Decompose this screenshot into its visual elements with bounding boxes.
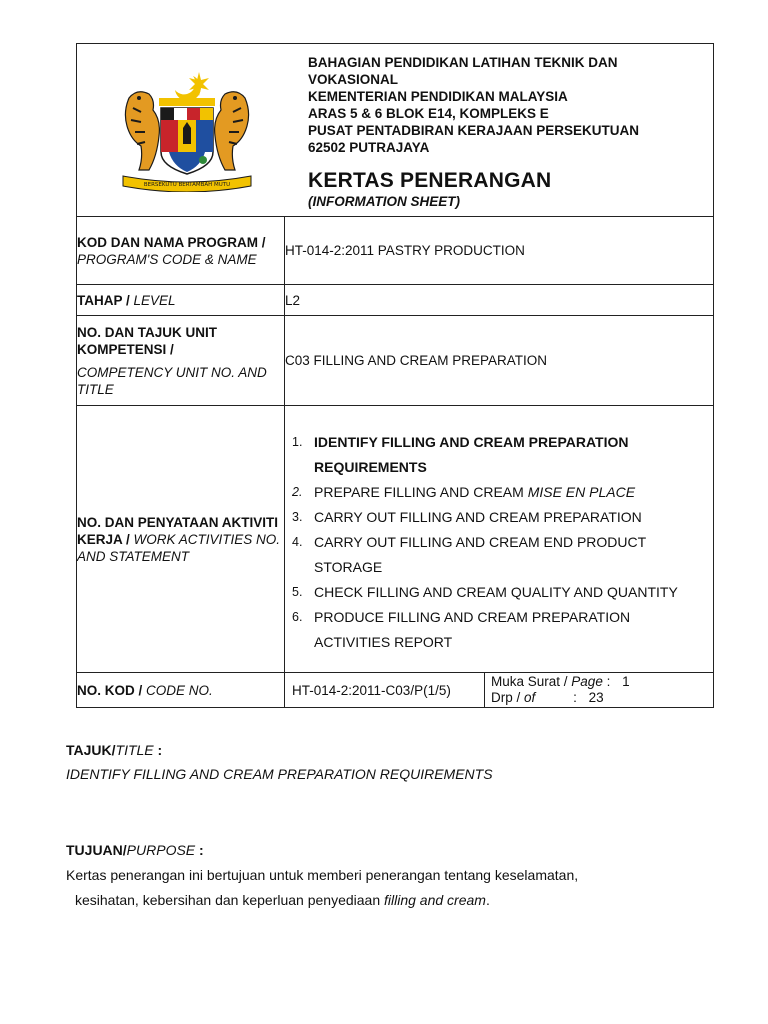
- program-label-en: PROGRAM'S CODE & NAME: [77, 251, 257, 267]
- list-item: [292, 605, 707, 655]
- title-colon: :: [153, 742, 163, 758]
- purpose-line-2: [75, 892, 490, 908]
- page-info: [485, 673, 713, 707]
- activity-text-main: PREPARE FILLING AND CREAM: [314, 483, 528, 500]
- code-label-en: CODE NO.: [146, 682, 213, 698]
- title-text: IDENTIFY FILLING AND CREAM PREPARATION REQUIREMENTS: [66, 766, 493, 782]
- unit-label-ms: NO. DAN TAJUK UNIT KOMPETENSI /: [77, 324, 217, 357]
- activity-text: CARRY OUT FILLING AND CREAM END PRODUCT STORAGE: [314, 533, 646, 575]
- svg-text:BERSEKUTU BERTAMBAH MUTU: BERSEKUTU BERTAMBAH MUTU: [143, 182, 231, 188]
- agency-address: [308, 54, 639, 156]
- purpose-heading: [66, 842, 204, 858]
- sheet-title: KERTAS PENERANGAN: [308, 169, 552, 192]
- page-label-en: Page: [571, 674, 603, 689]
- level-label-en: LEVEL: [133, 292, 176, 308]
- activity-number: 1.: [292, 434, 303, 449]
- activity-number: 2.: [292, 484, 303, 499]
- unit-value: C03 FILLING AND CREAM PREPARATION: [285, 316, 714, 406]
- purpose-emphasis: filling and cream: [384, 892, 486, 908]
- title-label-en: TITLE: [115, 742, 154, 758]
- activity-number: 6.: [292, 609, 303, 624]
- purpose-colon: :: [195, 842, 204, 858]
- program-value: HT-014-2:2011 PASTRY PRODUCTION: [285, 217, 714, 285]
- code-value: HT-014-2:2011-C03/P(1/5): [285, 673, 485, 707]
- list-item: [292, 580, 707, 605]
- page-sep: :: [606, 674, 611, 689]
- header-cell: [77, 44, 714, 217]
- list-item: [292, 505, 707, 530]
- program-row: [77, 217, 714, 285]
- activity-number: 5.: [292, 584, 303, 599]
- code-label-cell: [77, 673, 285, 708]
- of-sep: :: [573, 690, 577, 705]
- activity-text: PRODUCE FILLING AND CREAM PREPARATION ACTIVITIES REPORT: [314, 608, 631, 650]
- activity-text: CARRY OUT FILLING AND CREAM PREPARATION: [314, 508, 642, 525]
- title-label-ms: TAJUK/: [66, 742, 116, 758]
- level-label-cell: [77, 285, 285, 316]
- level-value: L2: [285, 285, 714, 316]
- activities-row: [77, 406, 714, 673]
- purpose-label-ms: TUJUAN/: [66, 842, 127, 858]
- purpose-line-1: Kertas penerangan ini bertujuan untuk memberi penerangan tentang keselamatan,: [66, 867, 579, 883]
- unit-label-cell: [77, 316, 285, 406]
- list-item: [292, 480, 707, 505]
- level-label-ms: TAHAP /: [77, 292, 130, 308]
- code-row: [77, 673, 714, 708]
- title-heading: [66, 742, 162, 758]
- page-number: 1: [622, 674, 630, 689]
- list-item: [292, 430, 707, 480]
- activity-text: [314, 480, 707, 505]
- page-total: 23: [588, 690, 604, 705]
- page-number-line: [491, 674, 707, 690]
- agency-line: KEMENTERIAN PENDIDIKAN MALAYSIA: [308, 89, 568, 104]
- code-label-ms: NO. KOD /: [77, 682, 143, 698]
- level-row: [77, 285, 714, 316]
- activities-cell: [285, 406, 714, 673]
- agency-line: BAHAGIAN PENDIDIKAN LATIHAN TEKNIK DAN: [308, 55, 618, 70]
- purpose-text: kesihatan, kebersihan dan keperluan penyediaan: [75, 892, 385, 908]
- malaysia-coat-of-arms-icon: [117, 68, 257, 192]
- activities-list: [285, 430, 713, 655]
- purpose-label-en: PURPOSE: [126, 842, 196, 858]
- program-label-cell: [77, 217, 285, 285]
- activity-number: 4.: [292, 534, 303, 549]
- activities-label-cell: [77, 406, 285, 673]
- agency-line: VOKASIONAL: [308, 72, 399, 87]
- agency-line: PUSAT PENTADBIRAN KERAJAAN PERSEKUTUAN: [308, 123, 640, 138]
- code-split: [285, 673, 713, 707]
- activity-text-emphasis: MISE EN PLACE: [527, 483, 636, 500]
- activity-number: 3.: [292, 509, 303, 524]
- page-label-ms: Muka Surat /: [491, 674, 568, 689]
- code-value-cell: [285, 673, 714, 708]
- of-label-en: of: [524, 690, 536, 705]
- info-sheet-table: [76, 43, 714, 708]
- activity-text: IDENTIFY FILLING AND CREAM PREPARATION REQUIREMENTS: [314, 433, 629, 475]
- list-item: [292, 530, 707, 580]
- activity-text: CHECK FILLING AND CREAM QUALITY AND QUANTITY: [314, 583, 678, 600]
- agency-line: ARAS 5 & 6 BLOK E14, KOMPLEKS E: [308, 106, 549, 121]
- unit-row: [77, 316, 714, 406]
- program-label-ms: KOD DAN NAMA PROGRAM /: [77, 234, 266, 250]
- activities-label-ms: NO. DAN PENYATAAN AKTIVITI KERJA /: [77, 514, 279, 547]
- agency-line: 62502 PUTRAJAYA: [308, 140, 430, 155]
- page-total-line: [491, 690, 707, 706]
- purpose-period: .: [485, 892, 490, 908]
- of-label-ms: Drp /: [491, 690, 521, 705]
- sheet-subtitle: (INFORMATION SHEET): [308, 194, 460, 209]
- unit-label-en: COMPETENCY UNIT NO. AND TITLE: [77, 364, 267, 397]
- activities-label-en: WORK ACTIVITIES NO. AND STATEMENT: [77, 531, 281, 564]
